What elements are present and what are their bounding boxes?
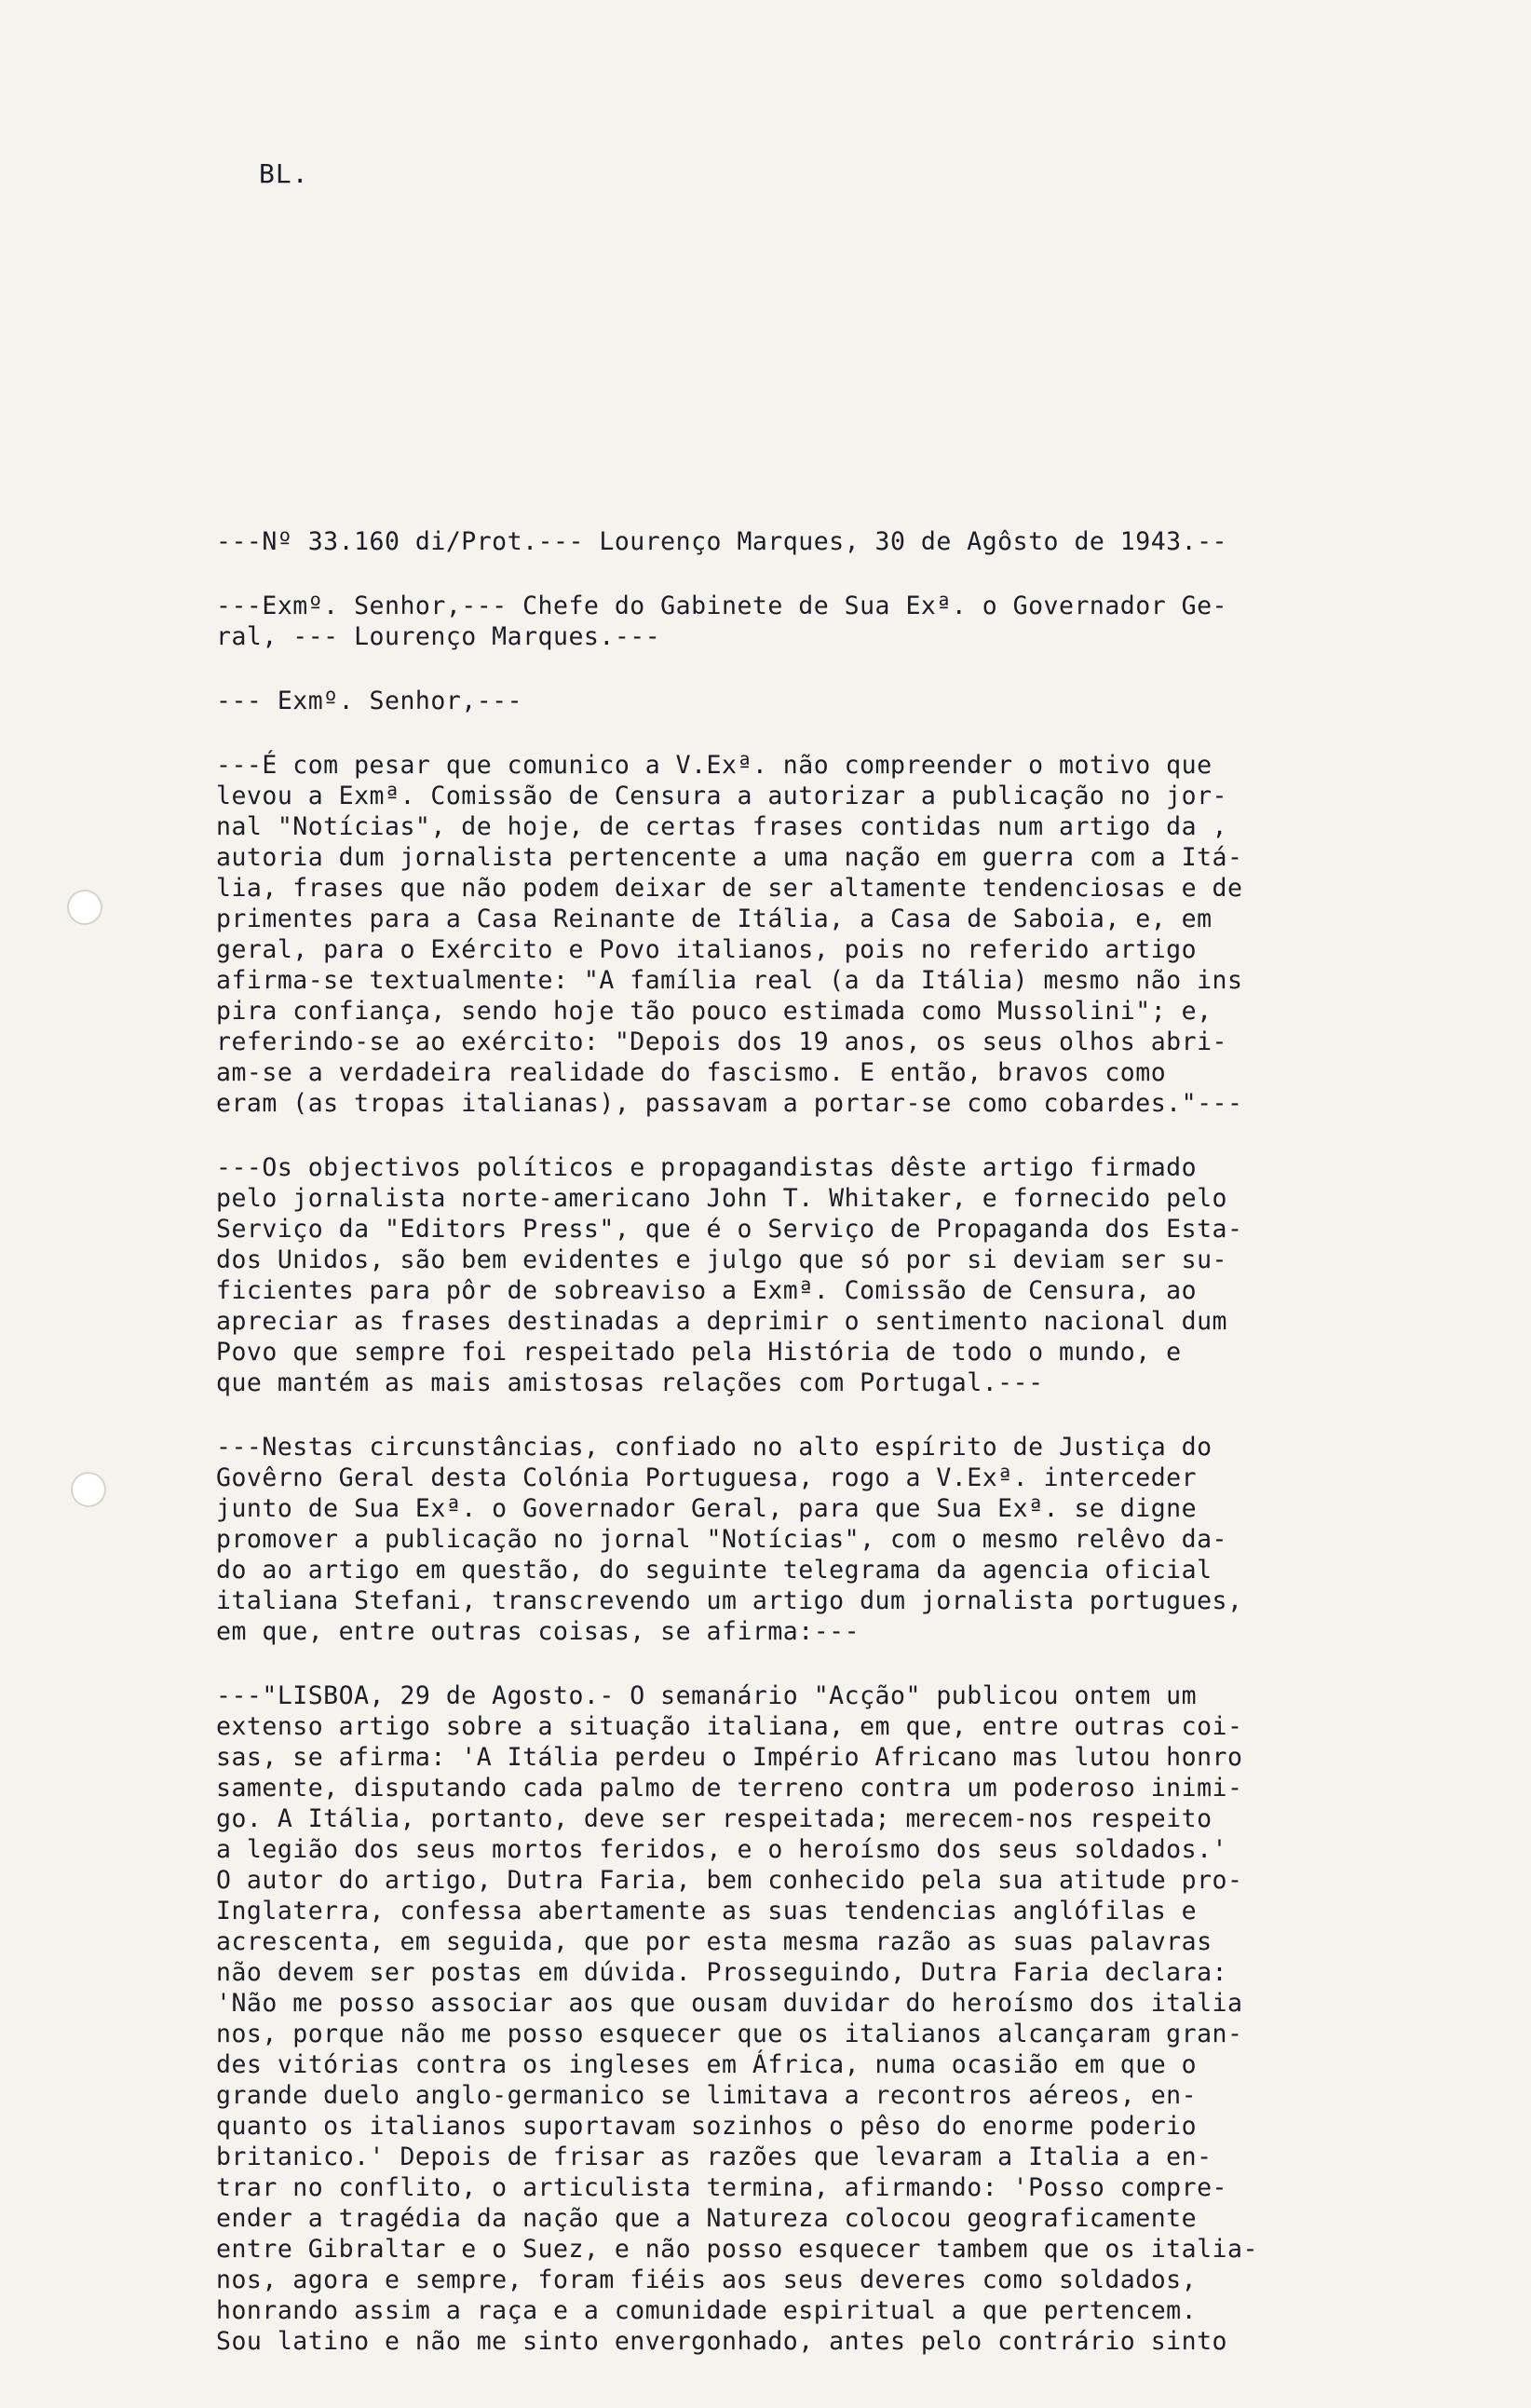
text-line: acrescenta, em seguida, que por esta mesma razão as suas palavras <box>216 1927 1213 1956</box>
text-line: entre Gibraltar e o Suez, e não posso esquecer tambem que os italia- <box>216 2235 1258 2264</box>
text-line: am-se a verdadeira realidade do fascismo. E então, bravos como <box>216 1058 1167 1087</box>
text-line: italiana Stefani, transcrevendo um artigo dum jornalista portugues, <box>216 1586 1243 1615</box>
text-line: levou a Exmª. Comissão de Censura a autorizar a publicação no jor- <box>216 782 1227 810</box>
paragraph <box>216 750 1464 1119</box>
text-line: extenso artigo sobre a situação italiana, em que, entre outras coi- <box>216 1712 1243 1741</box>
text-line: nal "Notícias", de hoje, de certas frases contidas num artigo da , <box>216 812 1227 841</box>
text-line: geral, para o Exército e Povo italianos, pois no referido artigo <box>216 935 1198 964</box>
text-line: pira confiança, sendo hoje tão pouco estimada como Mussolini"; e, <box>216 997 1213 1026</box>
text-line: em que, entre outras coisas, se afirma:--- <box>216 1617 860 1646</box>
text-line: Povo que sempre foi respeitado pela História de todo o mundo, e <box>216 1338 1182 1367</box>
text-line: apreciar as frases destinadas a deprimir o sentimento nacional dum <box>216 1307 1227 1336</box>
text-line: autoria dum jornalista pertencente a uma nação em guerra com a Itá- <box>216 843 1243 872</box>
paragraph <box>216 526 1464 557</box>
paragraph <box>216 1680 1464 2357</box>
text-line: Govêrno Geral desta Colónia Portuguesa, rogo a V.Exª. interceder <box>216 1463 1198 1492</box>
text-line: go. A Itália, portanto, deve ser respeitada; merecem-nos respeito <box>216 1804 1213 1833</box>
text-line: ender a tragédia da nação que a Natureza colocou geograficamente <box>216 2204 1198 2233</box>
text-line: dos Unidos, são bem evidentes e julgo que só por si deviam ser su- <box>216 1245 1227 1274</box>
text-line: --- Exmº. Senhor,--- <box>216 687 523 715</box>
text-line: que mantém as mais amistosas relações com Portugal.--- <box>216 1368 1044 1397</box>
text-line: pelo jornalista norte-americano John T. Whitaker, e fornecido pelo <box>216 1184 1227 1213</box>
text-line: a legião dos seus mortos feridos, e o heroísmo dos seus soldados.' <box>216 1835 1227 1864</box>
text-line: britanico.' Depois de frisar as razões que levaram a Italia a en- <box>216 2143 1213 2171</box>
text-line: ---É com pesar que comunico a V.Exª. não compreender o motivo que <box>216 751 1213 780</box>
text-line: quanto os italianos suportavam sozinhos o pêso do enorme poderio <box>216 2112 1198 2141</box>
text-line: ---"LISBOA, 29 de Agosto.- O semanário "Acção" publicou ontem um <box>216 1681 1198 1710</box>
text-line: des vitórias contra os ingleses em África, numa ocasião em que o <box>216 2050 1198 2079</box>
text-line: trar no conflito, o articulista termina, afirmando: 'Posso compre- <box>216 2173 1227 2202</box>
letter-body <box>216 526 1464 2390</box>
text-line: primentes para a Casa Reinante de Itália, a Casa de Saboia, e, em <box>216 905 1213 933</box>
text-line: ---Nº 33.160 di/Prot.--- Lourenço Marques, 30 de Agôsto de 1943.-- <box>216 527 1227 556</box>
text-line: 'Não me posso associar aos que ousam duvidar do heroísmo dos italia <box>216 1989 1243 2018</box>
punch-hole <box>67 890 102 925</box>
text-line: sas, se afirma: 'A Itália perdeu o Império Africano mas lutou honro <box>216 1743 1243 1772</box>
paragraph <box>216 591 1464 652</box>
text-line: referindo-se ao exército: "Depois dos 19 anos, os seus olhos abri- <box>216 1027 1227 1056</box>
text-line: samente, disputando cada palmo de terreno contra um poderoso inimi- <box>216 1774 1243 1803</box>
text-line: lia, frases que não podem deixar de ser altamente tendenciosas e de <box>216 874 1243 903</box>
paragraph <box>216 1152 1464 1398</box>
page-initials: BL. <box>259 158 309 189</box>
text-line: honrando assim a raça e a comunidade espiritual a que pertencem. <box>216 2296 1198 2325</box>
text-line: ral, --- Lourenço Marques.--- <box>216 622 661 651</box>
punch-hole <box>71 1472 106 1507</box>
text-line: afirma-se textualmente: "A família real (a da Itália) mesmo não ins <box>216 966 1243 995</box>
text-line: ficientes para pôr de sobreaviso a Exmª. Comissão de Censura, ao <box>216 1276 1198 1305</box>
text-line: Serviço da "Editors Press", que é o Serviço de Propaganda dos Esta- <box>216 1215 1243 1244</box>
text-line: ---Nestas circunstâncias, confiado no alto espírito de Justiça do <box>216 1433 1213 1462</box>
text-line: do ao artigo em questão, do seguinte telegrama da agencia oficial <box>216 1556 1213 1585</box>
text-line: eram (as tropas italianas), passavam a portar-se como cobardes."--- <box>216 1089 1243 1118</box>
text-line: O autor do artigo, Dutra Faria, bem conhecido pela sua atitude pro- <box>216 1866 1243 1895</box>
paragraph <box>216 1432 1464 1647</box>
text-line: ---Os objectivos políticos e propagandistas dêste artigo firmado <box>216 1153 1198 1182</box>
text-line: nos, porque não me posso esquecer que os italianos alcançaram gran- <box>216 2020 1243 2048</box>
text-line: Sou latino e não me sinto envergonhado, antes pelo contrário sinto <box>216 2327 1227 2356</box>
text-line: promover a publicação no jornal "Notícias", com o mesmo relêvo da- <box>216 1525 1227 1554</box>
text-line: ---Exmº. Senhor,--- Chefe do Gabinete de Sua Exª. o Governador Ge- <box>216 592 1227 620</box>
text-line: nos, agora e sempre, foram fiéis aos seus deveres como soldados, <box>216 2265 1198 2294</box>
text-line: Inglaterra, confessa abertamente as suas tendencias anglófilas e <box>216 1897 1198 1925</box>
text-line: grande duelo anglo-germanico se limitava a recontros aéreos, en- <box>216 2081 1198 2110</box>
text-line: não devem ser postas em dúvida. Prosseguindo, Dutra Faria declara: <box>216 1958 1227 1987</box>
text-line: junto de Sua Exª. o Governador Geral, para que Sua Exª. se digne <box>216 1494 1198 1523</box>
paragraph <box>216 686 1464 716</box>
